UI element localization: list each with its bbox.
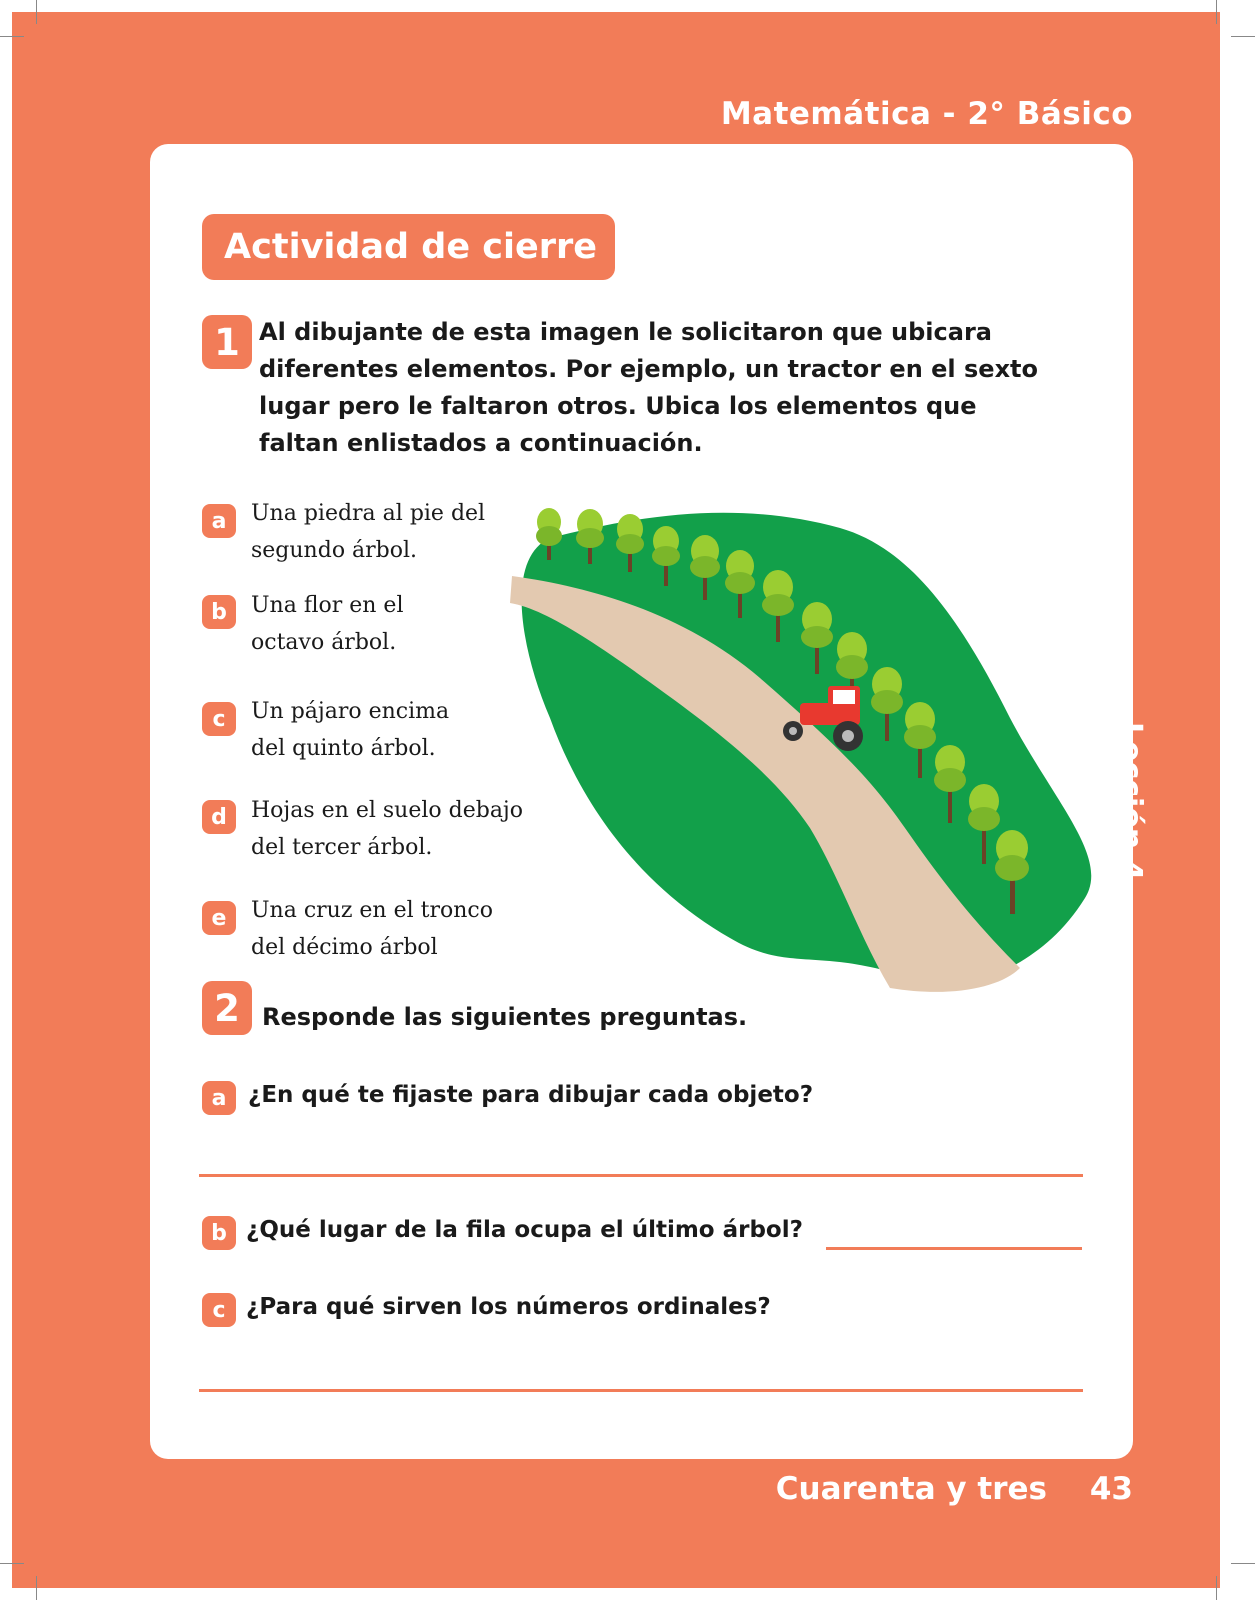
answer-line-a[interactable]: [199, 1174, 1083, 1177]
item-d-badge: d: [202, 800, 236, 834]
subquestion-b-badge: b: [202, 1216, 236, 1250]
answer-line-c[interactable]: [199, 1389, 1083, 1392]
item-b-text: [251, 587, 551, 661]
crop-mark: [36, 1576, 37, 1600]
item-a-badge: a: [202, 504, 236, 538]
item-d-text: [251, 792, 551, 866]
field-illustration: [510, 498, 1100, 998]
subquestion-c-badge: c: [202, 1293, 236, 1327]
page-number: 43: [1089, 1471, 1133, 1507]
activity-title: Actividad de cierre: [202, 214, 615, 280]
question-1-text: Al dibujante de esta imagen le solicitaron que ubicara diferentes elementos. Por ejemplo, un tractor en el sexto lugar pero le faltaron otros. Ubica los elementos que faltan enlistados a continuación.: [259, 318, 1039, 457]
page-number-words: Cuarenta y tres: [775, 1471, 1047, 1507]
item-a-line2: segundo árbol.: [251, 538, 418, 563]
item-b-badge: b: [202, 595, 236, 629]
subject-header: Matemática - 2° Básico: [720, 96, 1133, 132]
crop-mark: [36, 0, 37, 24]
item-a-line1: Una piedra al pie del: [251, 501, 486, 526]
item-e-text: [251, 892, 551, 966]
question-2-text: Responde las siguientes preguntas.: [262, 1003, 748, 1031]
subquestion-b-text: ¿Qué lugar de la fila ocupa el último árbol?: [246, 1217, 803, 1243]
crop-mark: [1216, 0, 1217, 24]
crop-mark: [1216, 1576, 1217, 1600]
item-b-line1: Una flor en el: [251, 593, 404, 618]
item-c-line2: del quinto árbol.: [251, 736, 436, 761]
item-e-badge: e: [202, 901, 236, 935]
crop-mark: [0, 36, 24, 37]
item-e-line2: del décimo árbol: [251, 935, 438, 960]
item-e-line1: Una cruz en el tronco: [251, 898, 493, 923]
lesson-side-tab: Lección 4: [1113, 722, 1148, 881]
subquestion-a-text: ¿En qué te fijaste para dibujar cada objeto?: [248, 1082, 814, 1108]
subquestion-a-badge: a: [202, 1081, 236, 1115]
item-c-line1: Un pájaro encima: [251, 699, 450, 724]
item-d-line1: Hojas en el suelo debajo: [251, 798, 524, 823]
item-c-badge: c: [202, 702, 236, 736]
item-c-text: [251, 693, 551, 767]
item-a-text: [251, 495, 551, 569]
crop-mark: [1231, 36, 1255, 37]
item-b-line2: octavo árbol.: [251, 630, 397, 655]
question-2-badge: 2: [202, 981, 252, 1035]
item-d-line2: del tercer árbol.: [251, 835, 433, 860]
crop-mark: [1231, 1563, 1255, 1564]
crop-mark: [0, 1563, 24, 1564]
question-1-badge: 1: [202, 315, 252, 369]
subquestion-c-text: ¿Para qué sirven los números ordinales?: [246, 1294, 771, 1320]
answer-line-b[interactable]: [826, 1247, 1082, 1250]
